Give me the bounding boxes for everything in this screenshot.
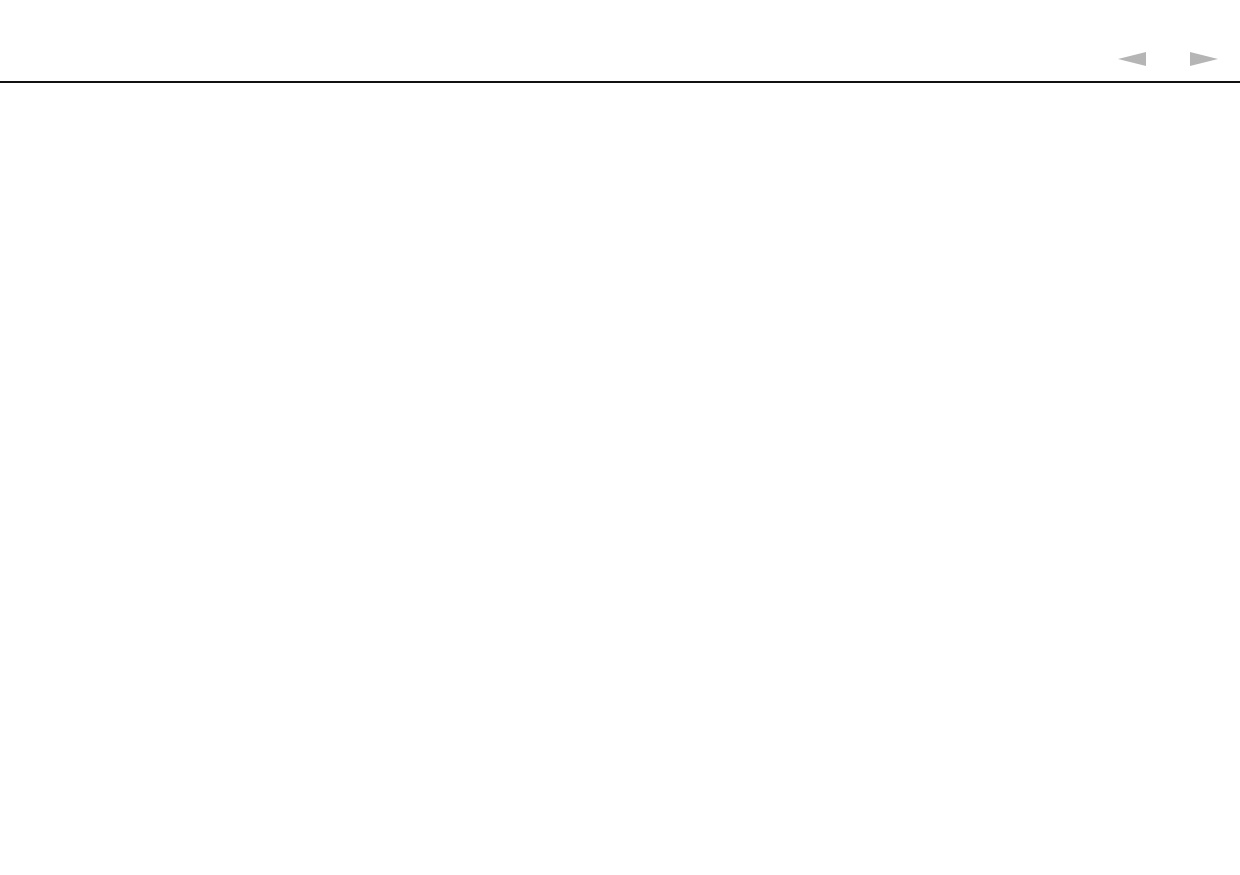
next-page-arrow-icon[interactable] [1190, 52, 1218, 66]
page-navigation [1118, 48, 1218, 70]
previous-page-arrow-icon[interactable] [1118, 52, 1146, 66]
header-divider [0, 81, 1240, 83]
